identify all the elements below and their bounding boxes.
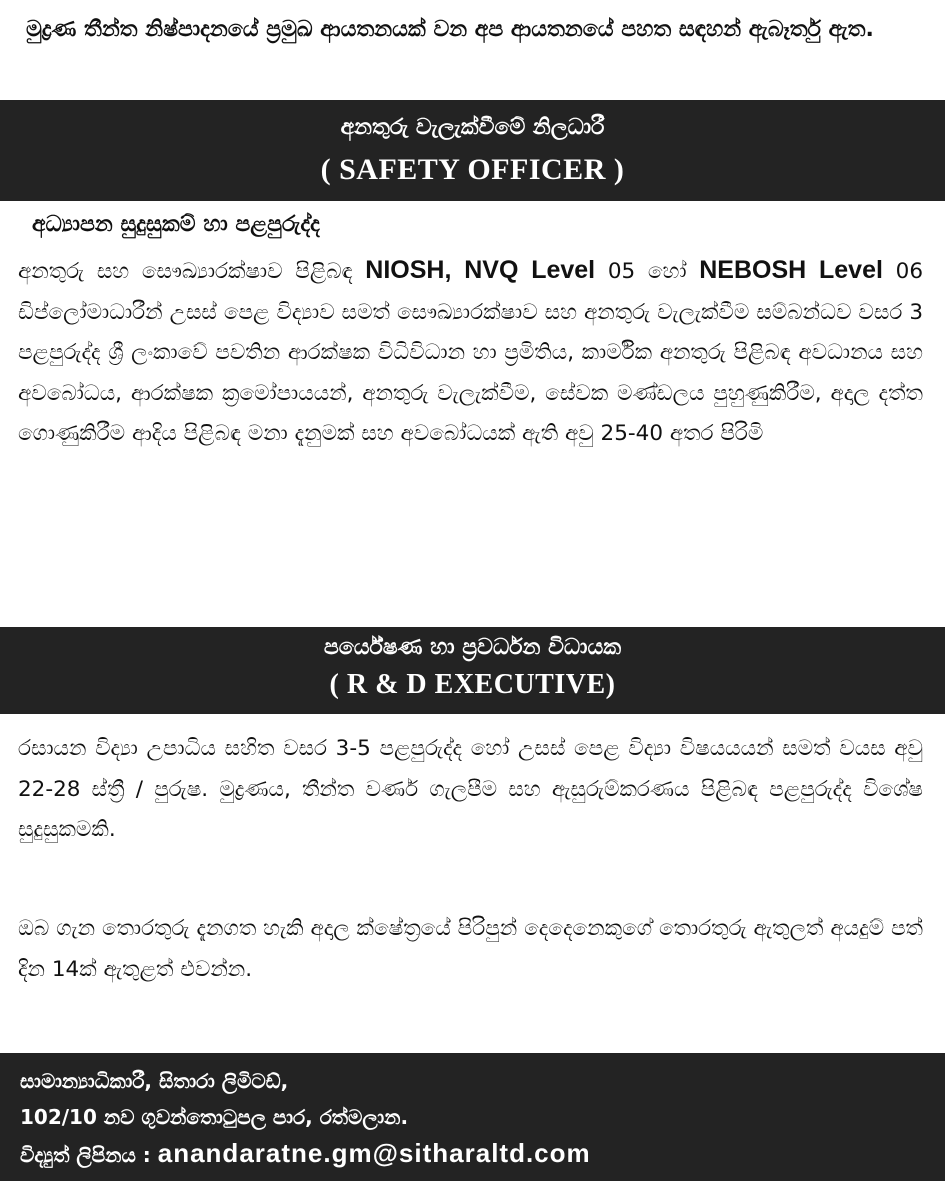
niosh-label: NIOSH, <box>365 256 452 284</box>
intro-text: මුද්‍රණ තීන්ත නිෂ්පාදනයේ ප්‍රමුඛ ආයතනයක් වන අප ආයතනයේ පහත සඳහන් ඇබෑර්තු ඇත. <box>26 17 874 42</box>
rd-title-english: ( R & D EXECUTIVE) <box>329 669 616 700</box>
contact-footer <box>0 1053 945 1181</box>
rd-executive-description: රසායන විද්‍යා උපාධිය සහිත වසර 3-5 පළපුරුද්ද හෝ උසස් පෙළ විද්‍යා විෂයයයන් සමත් වයස අවු 22-28 ස්ත්‍රී / පුරුෂ. මුද්‍රණය, තීන්ත වර්ණ ගැලපීම සහ ඇසුරුම්කරණය පිළිබඳ පළපුරුද්ද විශේෂ සුදුසුකමකි. <box>18 736 923 842</box>
safety-body-pre: අනතුරු සහ සෞඛ්‍යාරක්ෂාව පිළිබඳ <box>18 259 366 284</box>
safety-officer-header <box>0 100 945 201</box>
contact-recipient: සාමාන්‍යාධිකාරී, සිතාරා ලිමිටඩ්, <box>20 1069 289 1093</box>
nebosh-label: NEBOSH Level <box>699 256 883 284</box>
email-label: විද්‍යුත් ලිපිනය : <box>20 1143 158 1167</box>
safety-officer-description <box>18 250 923 455</box>
safety-title-english: ( SAFETY OFFICER ) <box>320 153 625 186</box>
application-instructions: ඔබ ගැන තොරතුරු දැනගත හැකි අදාල ක්ෂේත්‍රයේ පිරිපුන් දෙදෙනෙකුගේ තොරතුරු ඇතුලත් අයදුම් පත් දින 14ක් ඇතුළත් එවන්න. <box>18 916 923 982</box>
rd-title-sinhala: පර්යේෂණ හා ප්‍රවර්ධන විධායක <box>323 635 622 660</box>
rd-executive-header <box>0 627 945 714</box>
nvq-label: NVQ Level <box>451 256 596 284</box>
safety-body-mid: 05 හෝ <box>595 259 700 284</box>
email-address[interactable]: anandaratne.gm@sitharaltd.com <box>157 1138 591 1168</box>
safety-title-sinhala: අනතුරු වැලැක්වීමේ නිලධාරී <box>340 115 605 140</box>
contact-email-row <box>20 1137 591 1171</box>
qualifications-subheading: අධ්‍යාපන සුදුසුකම් හා පළපුරුද්ද <box>32 212 320 237</box>
contact-address: 102/10 නව ගුවන්තොටුපල පාර, රත්මලාන. <box>20 1105 409 1129</box>
safety-body-post: 06 ඩිප්ලෝමාධාරීන් උසස් පෙළ විද්‍යාව සමත් සෞඛ්‍යාරක්ෂාව සහ අනතුරු වැලැක්වීම සම්බන්ධව වසර 3 පළපුරුද්ද ශ්‍රී ලංකාවේ පවතින ආරක්ෂක විධිවිධාන හා ප්‍රමිතිය, කාර්මික අනතුරු පිළිබඳ අවධානය සහ අවබෝධය, ආරක්ෂක ක්‍රමෝපායයන්, අනතුරු වැලැක්වීම, සේවක මණ්ඩලය පුහුණුකිරීම, අදාල දත්ත ගොණුකිරීම ආදිය පිළිබඳ මනා දැනුමක් සහ අවබෝධයක් ඇති අවු 25-40 අතර පිරිමි <box>18 259 923 446</box>
